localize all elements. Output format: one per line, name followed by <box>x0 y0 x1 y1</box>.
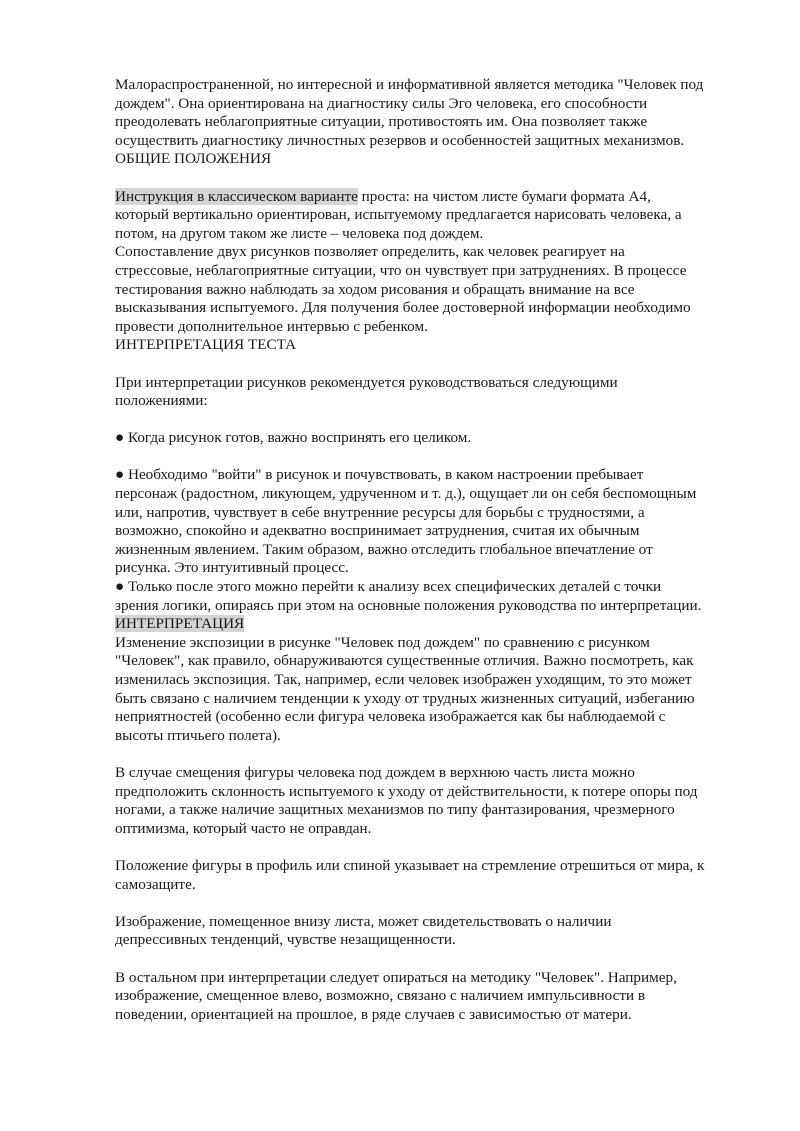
text-line: оптимизма, который часто не оправдан. <box>115 819 372 837</box>
blank-line <box>115 838 755 857</box>
text-line: потом, на другом таком же листе – человека под дождем. <box>115 224 484 242</box>
text-line: предположить склонность испытуемого к уходу от действительности, к потере опоры под <box>115 782 698 800</box>
shift-up-paragraph <box>115 764 755 838</box>
bottom-paragraph <box>115 913 755 950</box>
bullet-item: ● Когда рисунок готов, важно воспринять его целиком. <box>115 429 472 447</box>
heading-test-interpretation: ИНТЕРПРЕТАЦИЯ ТЕСТА <box>115 336 297 354</box>
bullet-paragraph <box>115 466 755 615</box>
text-line: изображение, смещенное влево, возможно, связано с наличием импульсивности в <box>115 987 646 1005</box>
text-line: дождем". Она ориентирована на диагностику силы Эго человека, его способности <box>115 94 648 112</box>
text-line: При интерпретации рисунков рекомендуется руководствоваться следующими <box>115 373 618 391</box>
text-line <box>115 188 755 207</box>
text-line: В случае смещения фигуры человека под дождем в верхнюю часть листа можно <box>115 763 635 781</box>
text-line: тестирования важно наблюдать за ходом рисования и обращать внимание на все <box>115 280 635 298</box>
highlighted-text: ИНТЕРПРЕТАЦИЯ <box>115 615 245 633</box>
profile-paragraph <box>115 857 755 894</box>
heading-general-provisions: ОБЩИЕ ПОЛОЖЕНИЯ <box>115 150 272 168</box>
text-line: самозащите. <box>115 875 196 893</box>
intro-paragraph <box>115 76 755 150</box>
text-line: или, напротив, чувствует в себе внутренние ресурсы для борьбы с трудностями, а <box>115 503 645 521</box>
blank-line <box>115 355 755 374</box>
rest-paragraph <box>115 969 755 1025</box>
text-line: поведении, ориентацией на прошлое, в ряде случаев с зависимостью от матери. <box>115 1005 632 1023</box>
text-line: Сопоставление двух рисунков позволяет определить, как человек реагирует на <box>115 243 625 261</box>
text-line: зрения логики, опираясь при этом на основные положения руководства по интерпретации. <box>115 596 702 614</box>
text-line: ● Только после этого можно перейти к анализу всех специфических деталей с точки <box>115 578 662 596</box>
text-line: провести дополнительное интервью с ребенком. <box>115 317 428 335</box>
interpretation-section <box>115 615 755 745</box>
text-line: который вертикально ориентирован, испытуемому предлагается нарисовать человека, а <box>115 206 682 224</box>
text-line: возможно, спокойно и адекватно воспринимает затруднения, считая их обычным <box>115 522 640 540</box>
highlighted-text: Инструкция в классическом варианте <box>115 187 358 205</box>
text-line: Положение фигуры в профиль или спиной указывает на стремление отрешиться от мира, к <box>115 856 705 874</box>
text-line: Малораспространенной, но интересной и информативной является методика "Человек под <box>115 76 704 93</box>
text-line: быть связано с наличием тенденции к уходу от трудных жизненных ситуаций, избеганию <box>115 689 695 707</box>
text-line: преодолевать неблагоприятные ситуации, противостоять им. Она позволяет также <box>115 113 648 131</box>
text-line: осуществить диагностику личностных резервов и особенностей защитных механизмов. <box>115 131 685 149</box>
text-line: депрессивных тенденций, чувстве незащищенности. <box>115 931 456 949</box>
blank-line <box>115 448 755 467</box>
heading-interpretation <box>115 615 755 634</box>
text-line: высказывания испытуемого. Для получения более достоверной информации необходимо <box>115 299 691 317</box>
text-line: изменилась экспозиция. Так, например, если человек изображен уходящим, то это может <box>115 671 692 688</box>
text-line: положениями: <box>115 392 208 410</box>
text-line: жизненным явлением. Таким образом, важно отследить глобальное впечатление от <box>115 540 653 558</box>
document-page <box>115 76 755 1024</box>
text-line: ● Необходимо "войти" в рисунок и почувствовать, в каком настроении пребывает <box>115 466 644 484</box>
recommend-paragraph <box>115 374 755 411</box>
blank-line <box>115 894 755 913</box>
text-line: ногами, а также наличие защитных механизмов по типу фантазирования, чрезмерного <box>115 801 675 819</box>
text-line: "Человек", как правило, обнаруживаются существенные отличия. Важно посмотреть, как <box>115 652 694 670</box>
text-line: Изображение, помещенное внизу листа, может свидетельствовать о наличии <box>115 912 612 930</box>
text-line: стрессовые, неблагоприятные ситуации, что он чувствует при затруднениях. В процессе <box>115 261 687 279</box>
text-line: персонаж (радостном, ликующем, удрученном и т. д.), ощущает ли он себя беспомощным <box>115 485 697 503</box>
text-line: В остальном при интерпретации следует опираться на методику "Человек". Например, <box>115 968 677 986</box>
text-line: рисунка. Это интуитивный процесс. <box>115 559 349 577</box>
text-line: высоты птичьего полета). <box>115 726 281 744</box>
blank-line <box>115 169 755 188</box>
text-line: неприятностей (особенно если фигура человека изображается как бы наблюдаемой с <box>115 708 666 726</box>
instruction-paragraph <box>115 188 755 337</box>
blank-line <box>115 745 755 764</box>
blank-line <box>115 411 755 430</box>
text-fragment: проста: на чистом листе бумаги формата А4, <box>357 187 651 205</box>
text-line: Изменение экспозиции в рисунке "Человек под дождем" по сравнению с рисунком <box>115 633 650 651</box>
blank-line <box>115 950 755 969</box>
